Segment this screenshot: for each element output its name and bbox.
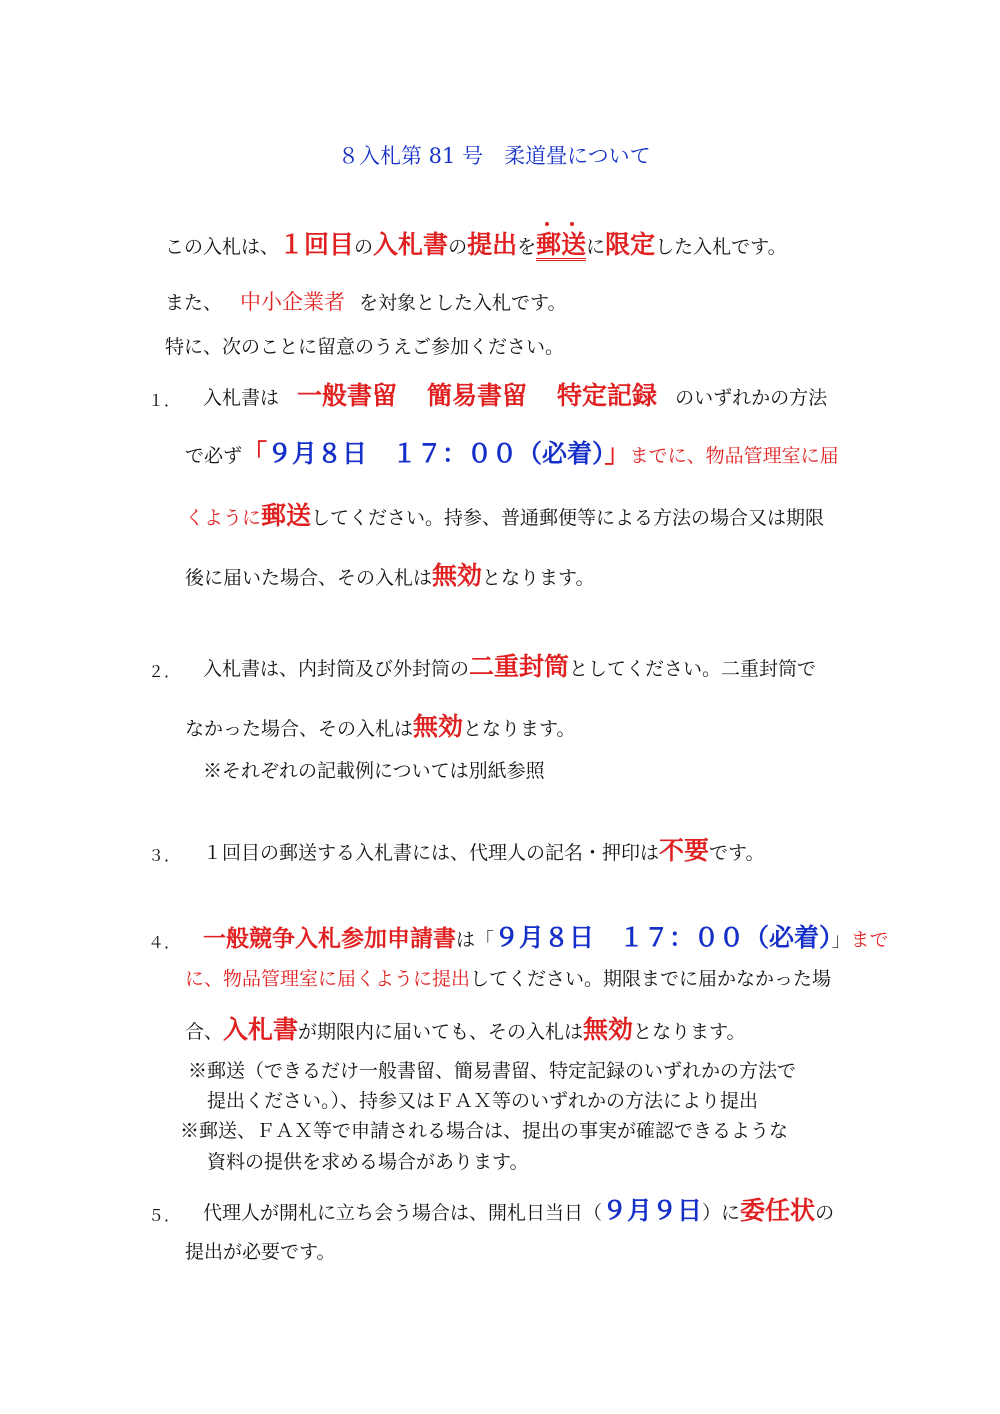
emphasis-mail: 郵送: [536, 232, 586, 261]
item-number-5: ５．: [148, 1206, 181, 1225]
text: 」: [831, 929, 851, 951]
text: としてください。二重封筒で: [569, 658, 817, 680]
item5-line-1: [203, 1198, 834, 1223]
intro-line-2: [165, 292, 567, 313]
text: の: [354, 236, 374, 258]
item2-note: ※それぞれの記載例については別紙参照: [203, 760, 545, 782]
text: １回目の郵送する入札書には、代理人の記名・押印は: [203, 842, 660, 864]
text: 入札書は、内封筒及び外封筒の: [203, 658, 470, 680]
bracket-open: 「: [242, 439, 268, 468]
text: が期限内に届いても、その入札は: [298, 1021, 584, 1043]
item4-note-4: 資料の提供を求める場合があります。: [207, 1151, 529, 1173]
text: を対象とした入札です。: [359, 292, 567, 314]
text: で必ず: [185, 445, 243, 467]
emphasis-mail: 郵送: [261, 501, 312, 530]
text-red: まで: [850, 929, 889, 951]
text: ）に: [702, 1202, 741, 1224]
emphasis-specified-record: 特定記録: [557, 381, 658, 410]
text: 入札書は: [203, 387, 280, 409]
emphasis-invalid: 無効: [413, 712, 464, 741]
deadline-date: ９月８日 １７：００（必着）: [494, 923, 832, 952]
item4-line-3: [185, 1017, 746, 1042]
text: の: [448, 236, 468, 258]
emphasis-power-of-attorney: 委任状: [740, 1196, 816, 1225]
intro-line-1: [165, 232, 787, 261]
text: この入札は、: [165, 236, 280, 258]
text-red: までに、物品管理室に届: [629, 445, 839, 467]
text: は「: [456, 929, 495, 951]
intro-line-3: 特に、次のことに留意のうえご参加ください。: [165, 336, 565, 358]
text: してください。期限までに届かなかった場: [470, 968, 832, 990]
text: に: [586, 236, 606, 258]
emphasis-bid-document: 入札書: [223, 1015, 299, 1044]
text: となります。: [633, 1021, 746, 1043]
text: となります。: [482, 567, 595, 589]
text: を: [517, 236, 537, 258]
item-number-1: １．: [148, 391, 181, 410]
emphasis-limited: 限定: [605, 230, 656, 259]
emphasis-sme: 中小企業者: [240, 290, 346, 314]
item2-line-1: [203, 654, 816, 679]
text: してください。持参、普通郵便等による方法の場合又は期限: [311, 507, 825, 529]
text-red: くように: [185, 507, 262, 529]
item1-line-3: [185, 503, 824, 528]
emphasis-not-required: 不要: [659, 836, 710, 865]
text: のいずれかの方法: [675, 387, 828, 409]
text: なかった場合、その入札は: [185, 718, 414, 740]
emphasis-invalid: 無効: [432, 561, 483, 590]
item-number-4: ４．: [148, 933, 181, 952]
page-title: ８入札第 81 号 柔道畳について: [338, 144, 651, 168]
item1-line-1: [203, 383, 827, 408]
text: また、: [165, 292, 223, 314]
item1-line-2: [185, 441, 839, 466]
item4-line-2: [185, 970, 831, 989]
item3-line-1: [203, 838, 765, 863]
emphasis-registered-mail: 一般書留: [297, 381, 398, 410]
emphasis-submission: 提出: [467, 230, 518, 259]
text: の: [815, 1202, 835, 1224]
item4-note-2: 提出ください。）、持参又はＦＡＸ等のいずれかの方法により提出: [207, 1090, 759, 1112]
text: 後に届いた場合、その入札は: [185, 567, 433, 589]
emphasis-double-envelope: 二重封筒: [469, 652, 570, 681]
item4-note-1: ※郵送（できるだけ一般書留、簡易書留、特定記録のいずれかの方法で: [188, 1060, 797, 1082]
item-number-3: ３．: [148, 846, 181, 865]
emphasis-application-form: 一般競争入札参加申請書: [203, 926, 456, 952]
item5-line-2: 提出が必要です。: [185, 1241, 336, 1263]
emphasis-invalid: 無効: [583, 1015, 634, 1044]
text: です。: [709, 842, 765, 864]
text: した入札です。: [655, 236, 787, 258]
text: となります。: [463, 718, 576, 740]
emphasis-first-round: １回目: [279, 230, 355, 259]
item-number-2: ２．: [148, 662, 181, 681]
item4-note-3: ※郵送、ＦＡＸ等で申請される場合は、提出の事実が確認できるような: [180, 1120, 789, 1142]
item4-line-1: [203, 925, 889, 951]
item2-line-2: [185, 714, 576, 739]
text-red: に、物品管理室に届くように提出: [185, 968, 471, 990]
text: 代理人が開札に立ち会う場合は、開札日当日（: [203, 1202, 603, 1224]
bracket-close: 」: [604, 439, 630, 468]
item1-line-4: [185, 563, 595, 588]
emphasis-simple-registered: 簡易書留: [427, 381, 528, 410]
deadline-date: ９月８日 １７：００（必着）: [267, 439, 605, 468]
text: 合、: [185, 1021, 224, 1043]
opening-date: ９月９日: [602, 1196, 703, 1225]
emphasis-bid-document: 入札書: [373, 230, 449, 259]
